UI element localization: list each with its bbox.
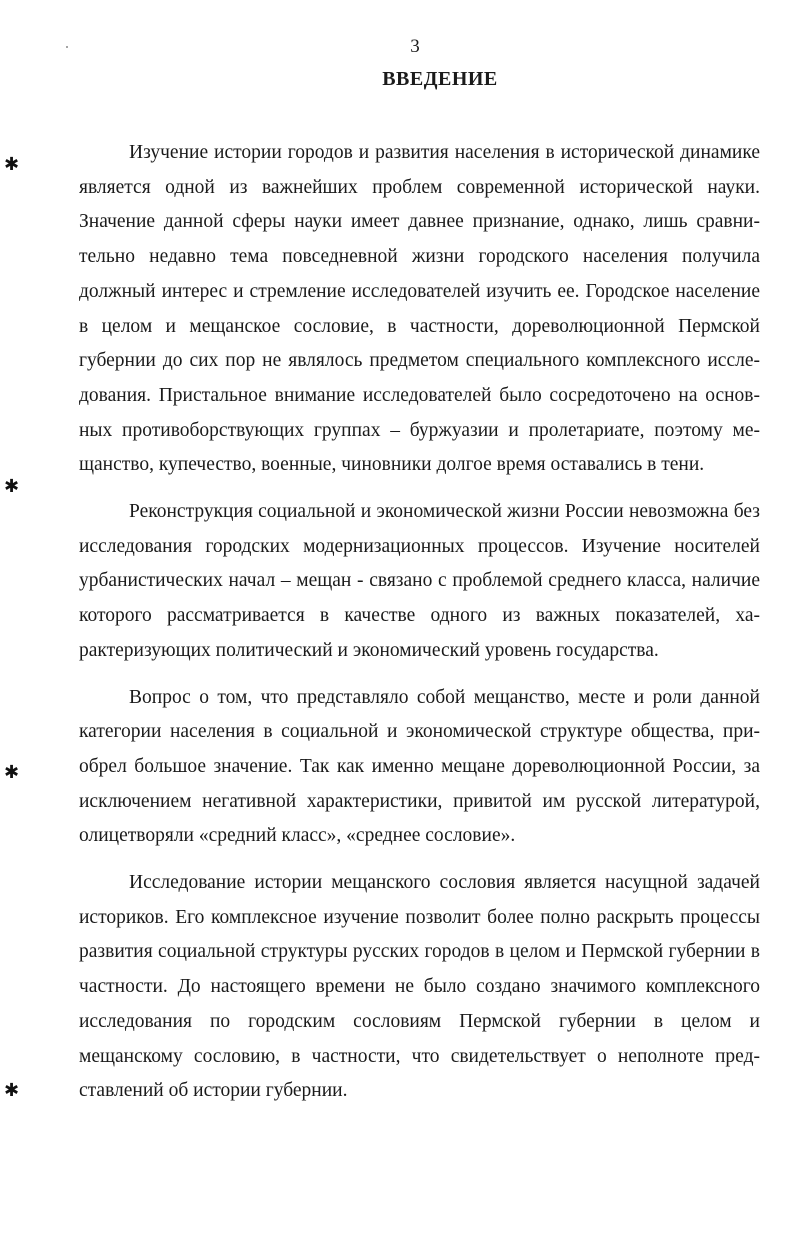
binding-hole-mark-icon: ✱ bbox=[4, 154, 20, 175]
binding-hole-mark-icon: ✱ bbox=[4, 476, 20, 497]
paragraph-4: Исследование истории мещанского сословия является насущной задачей историков. Его комплексное изучение позволит более полно раскрыть процессы развития социальной структуры русских городов в целом и Пермской губернии в частности. До настоящего времени не было создано значимого комплексного исследования по городским сословиям Пермской губернии в целом и мещанскому сословию, в частности, что свидетельствует о неполноте представлений об истории губернии. bbox=[79, 872, 760, 1102]
binding-hole-mark-icon: ✱ bbox=[4, 1080, 20, 1101]
paragraph-3: Вопрос о том, что представляло собой мещанство, месте и роли данной категории населения в социальной и экономической структуре общества, приобрел большое значение. Так как именно мещане дореволюционной России, за исключением негативной характеристики, привитой им русской литературой, олицетворяли «средний класс», «среднее сословие». bbox=[79, 686, 760, 847]
page-title: ВВЕДЕНИЕ bbox=[382, 68, 498, 90]
page-number: 3 bbox=[410, 36, 420, 57]
body-text bbox=[79, 136, 760, 1121]
paragraph-2: Реконструкция социальной и экономической жизни России невозможна без исследования городских модернизационных процессов. Изучение носителей урбанистических начал – мещан - связано с проблемой среднего класса, наличие которого рассматривается в качестве одного из важных показателей, характеризующих политический и экономический уровень государства. bbox=[79, 501, 760, 661]
paragraph-1: Изучение истории городов и развития населения в исторической динамике является одной из важнейших проблем современной исторической науки. Значение данной сферы науки имеет давнее признание, однако, лишь сравнительно недавно тема повседневной жизни городского населения получила должный интерес и стремление исследователей изучить ее. Городское население в целом и мещанское сословие, в частности, дореволюционной Пермской губернии до сих пор не являлось предметом специального комплексного исследования. Пристальное внимание исследователей было сосредоточено на основных противоборствующих группах – буржуазии и пролетариате, поэтому мещанство, купечество, военные, чиновники долгое время оставались в тени. bbox=[79, 142, 760, 476]
binding-hole-mark-icon: ✱ bbox=[4, 762, 20, 783]
